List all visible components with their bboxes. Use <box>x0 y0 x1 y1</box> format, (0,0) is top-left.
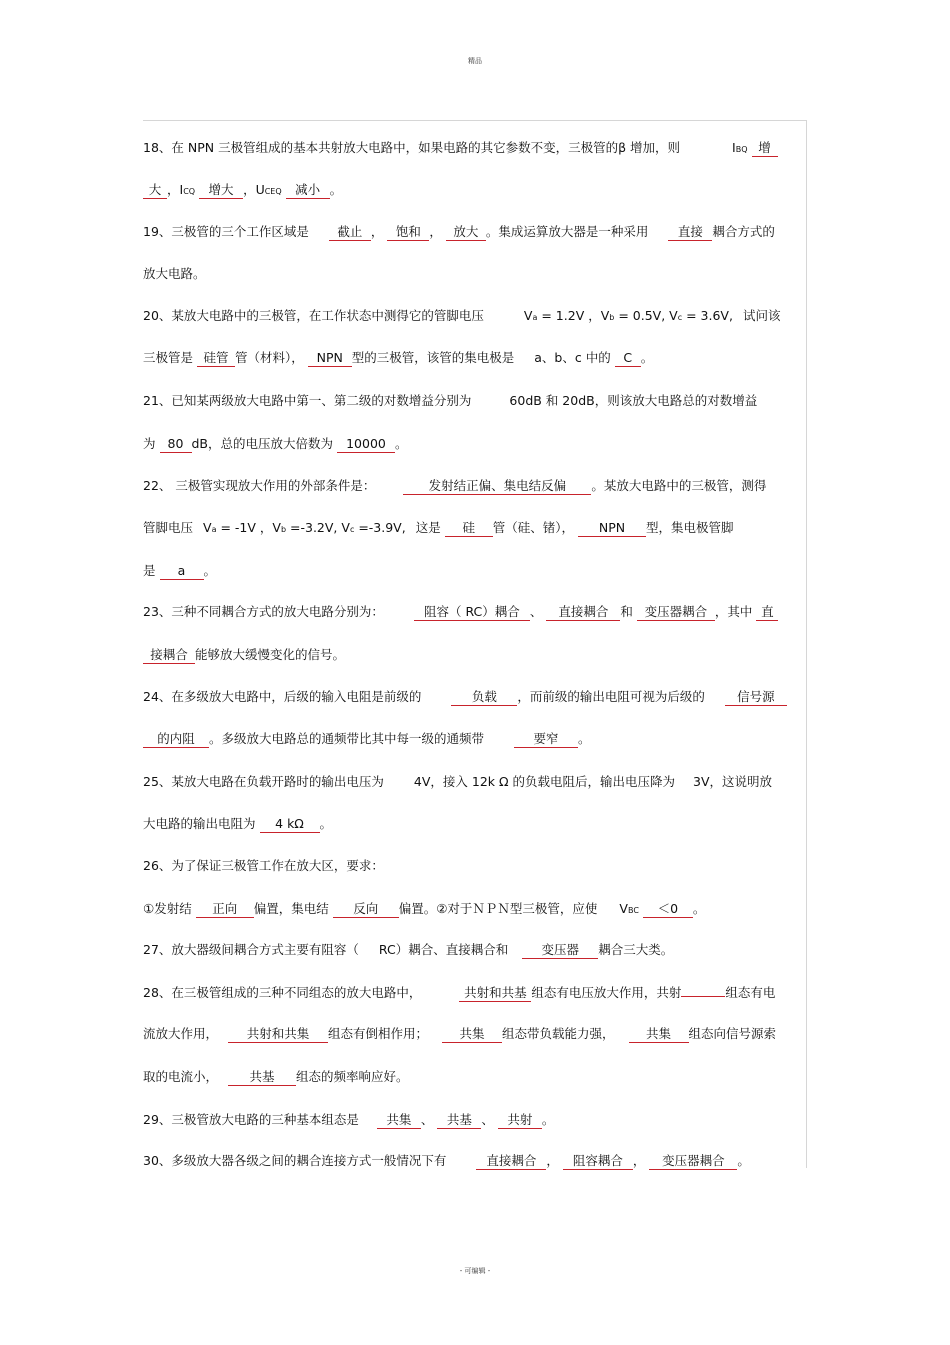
q26-text4: 。 <box>692 901 706 916</box>
q23-answer-4b: 接耦合 <box>143 647 195 664</box>
q20-answer-1: 硅管 <box>197 350 235 367</box>
q22-vc-val: =-3.9V, <box>354 520 406 535</box>
q23-answer-2: 直接耦合 <box>546 604 620 621</box>
q18-text: 18、在 NPN 三极管组成的基本共射放大电路中，如果电路的其它参数不变，三极管的β 增加，则 <box>143 140 681 155</box>
q28-answer-3: 共射和共集 <box>228 1026 328 1043</box>
q22-text8: 。 <box>203 563 217 578</box>
q28-answer-4: 共集 <box>442 1026 502 1043</box>
q20-text2: 试问该 <box>742 308 781 323</box>
page-header: 精品 <box>468 57 482 65</box>
q30-text: 30、多级放大器各级之间的耦合连接方式一般情况下有 <box>143 1153 447 1168</box>
q21-text4: dB，总的电压放大倍数为 <box>191 436 334 451</box>
q30-line1 <box>143 1153 750 1170</box>
q23-text3: ，其中 <box>714 604 753 619</box>
q20-va-val: = 1.2V ， <box>537 308 601 323</box>
q23-answer-4a: 直 <box>756 604 778 621</box>
q20-sub-c: c <box>677 313 683 322</box>
q22-text5: 管（硅、锗）， <box>492 520 574 535</box>
q19-answer-1: 截止 <box>329 224 371 241</box>
q22-line2 <box>143 520 733 538</box>
q18-sub3: CEQ <box>264 187 282 196</box>
q29-answer-3: 共射 <box>498 1112 542 1129</box>
q20-sub-b: b <box>609 313 615 322</box>
q20-text7: 。 <box>640 350 654 365</box>
q21-text: 21、已知某两级放大电路中第一、第二级的对数增益分别为 <box>143 393 472 408</box>
q30-answer-1: 直接耦合 <box>476 1153 546 1170</box>
q22-line1 <box>143 478 766 495</box>
q28-line3 <box>143 1069 409 1086</box>
q28-text6: 组态带负载能力强， <box>502 1026 615 1041</box>
q19-text3: 耦合方式的 <box>712 224 775 239</box>
q22-text6: 型，集电极管脚 <box>645 520 734 535</box>
q23-text4: 能够放大缓慢变化的信号。 <box>195 647 346 662</box>
q22-answer-2: 硅 <box>445 520 493 537</box>
page-footer: - 可编辑 - <box>459 1267 491 1275</box>
q24-text: 24、在多级放大电路中，后级的输入电阻是前级的 <box>143 689 422 704</box>
q29-text: 29、三极管放大电路的三种基本组态是 <box>143 1112 359 1127</box>
q25-text5: 。 <box>319 816 333 831</box>
q24-line2 <box>143 731 591 748</box>
q29-answer-2: 共基 <box>437 1112 481 1129</box>
q24-text3: 。多级放大电路总的通频带比其中每一级的通频带 <box>209 731 485 746</box>
q24-line1 <box>143 689 787 706</box>
q27-text: 27、放大器级间耦合方式主要有阻容（ <box>143 942 359 957</box>
q22-sub-a: a <box>211 525 217 534</box>
q25-answer-1: 4 kΩ <box>260 816 320 833</box>
q25-text4: 大电路的输出电阻为 <box>143 816 256 831</box>
q23-answer-1: 阻容（ RC）耦合 <box>414 604 530 621</box>
q20-text6: a、b、c 中的 <box>534 350 611 365</box>
top-rule <box>143 120 807 121</box>
q21-answer-1: 80 <box>160 436 192 453</box>
q19-answer-4: 直接 <box>668 224 712 241</box>
q26-text2: 偏置，集电结 <box>253 901 329 916</box>
q22-vb-val: =-3.2V, V <box>286 520 350 535</box>
q19-line1 <box>143 224 775 241</box>
q20-va: V <box>523 308 533 323</box>
q27-text3: 耦合三大类。 <box>598 942 674 957</box>
q23-sep1: 、 <box>529 604 543 619</box>
q20-line2 <box>143 350 653 367</box>
q22-sub-b: b <box>280 525 287 534</box>
q26-text: ①发射结 <box>143 901 192 916</box>
q22-answer-4: a <box>160 563 204 580</box>
q28-text4: 流放大作用， <box>143 1026 219 1041</box>
q18-text3: ，U <box>243 182 265 197</box>
q23-line2 <box>143 647 345 664</box>
q26-sub: BC <box>627 906 639 915</box>
q22-answer-1: 发射结正偏、集电结反偏 <box>403 478 591 495</box>
q29-text2: 。 <box>541 1112 555 1127</box>
q20-vb: V <box>600 308 610 323</box>
q26-answer-1: 正向 <box>196 901 254 918</box>
q27-line1 <box>143 942 673 959</box>
q19-line2: 放大电路。 <box>143 266 206 281</box>
q20-vb-val: = 0.5V, V <box>614 308 678 323</box>
q22-answer-3: NPN <box>578 520 646 537</box>
q24-answer-2a: 信号源 <box>725 689 787 706</box>
q18-sub2: CQ <box>183 187 196 196</box>
q27-answer-1: 变压器 <box>522 942 598 959</box>
q22-line3 <box>143 563 216 580</box>
q27-text2: RC）耦合、直接耦合和 <box>378 942 509 957</box>
q23-line1 <box>143 604 778 621</box>
q21-line1 <box>143 393 757 409</box>
q18-var: I <box>732 140 736 155</box>
q25-text: 25、某放大电路在负载开路时的输出电压为 <box>143 774 384 789</box>
q23-text2: 和 <box>620 604 633 619</box>
q18-text4: 。 <box>329 182 343 197</box>
q28-answer-6: 共基 <box>228 1069 296 1086</box>
q18-text2: ，I <box>167 182 184 197</box>
q24-answer-1: 负载 <box>451 689 517 706</box>
q18-line2 <box>143 182 342 200</box>
q19-text: 19、三极管的三个工作区域是 <box>143 224 309 239</box>
q21-answer-2: 10000 <box>337 436 395 453</box>
q26-answer-3: ＜0 <box>643 901 693 918</box>
q26-text3: 偏置。②对于ＮＰＮ型三极管，应使 <box>398 901 598 916</box>
q28-answer-1: 共射和共基 <box>459 985 531 1002</box>
q22-va: V <box>203 520 212 535</box>
q29-sep2: 、 <box>481 1112 494 1127</box>
q18-sub: BQ <box>735 145 748 154</box>
q28-text8: 取的电流小， <box>143 1069 219 1084</box>
q20-text5: 型的三极管，该管的集电极是 <box>351 350 515 365</box>
q18-answer-1a: 增 <box>752 140 778 157</box>
q30-sep2: ， <box>632 1153 646 1168</box>
q25-text2: 4V，接入 12k Ω 的负载电阻后，输出电压降为 <box>413 774 676 789</box>
q18-answer-1b: 大 <box>143 182 167 199</box>
q18-answer-3: 减小 <box>286 182 330 199</box>
q22-sub-c: c <box>349 525 355 534</box>
q20-line1 <box>143 308 780 326</box>
q22-text4: 这是 <box>415 520 441 535</box>
q22-text3: 管脚电压 <box>143 520 194 535</box>
q28-text3: 组态有电 <box>725 985 776 1000</box>
q24-answer-3: 要窄 <box>514 731 578 748</box>
q26-vbc: V <box>619 901 628 916</box>
q20-answer-3: C <box>615 350 641 367</box>
q19-answer-2: 饱和 <box>387 224 429 241</box>
q28-answer-5: 共集 <box>629 1026 689 1043</box>
q23-text: 23、三种不同耦合方式的放大电路分别为： <box>143 604 384 619</box>
q25-line1 <box>143 774 772 790</box>
q24-text2: ，而前级的输出电阻可视为后级的 <box>517 689 705 704</box>
q25-line2 <box>143 816 332 833</box>
q28-blank-2 <box>681 996 725 997</box>
q24-text4: 。 <box>578 731 591 746</box>
q18-line1 <box>143 140 778 158</box>
q30-answer-2: 阻容耦合 <box>563 1153 633 1170</box>
q20-text: 20、某放大电路中的三极管，在工作状态中测得它的管脚电压 <box>143 308 484 323</box>
q29-sep1: 、 <box>420 1112 434 1127</box>
q20-answer-2: NPN <box>308 350 352 367</box>
q30-text2: 。 <box>737 1153 750 1168</box>
q28-line2 <box>143 1026 776 1043</box>
q20-text4: 管（材料）， <box>235 350 304 365</box>
q30-sep1: ， <box>546 1153 559 1168</box>
q19-text2: 。集成运算放大器是一种采用 <box>485 224 649 239</box>
q28-text9: 组态的频率响应好。 <box>296 1069 409 1084</box>
q26-line1: 26、为了保证三极管工作在放大区，要求： <box>143 858 384 873</box>
q28-text: 28、在三极管组成的三种不同组态的放大电路中， <box>143 985 422 1000</box>
q28-text5: 组态有倒相作用； <box>328 1026 429 1041</box>
q29-answer-1: 共集 <box>377 1112 421 1129</box>
q21-text3: 为 <box>143 436 156 451</box>
q22-va-val: = -1V ， <box>216 520 273 535</box>
q25-text3: 3V，这说明放 <box>693 774 773 789</box>
q20-text3: 三极管是 <box>143 350 194 365</box>
q20-sub-a: a <box>532 313 538 322</box>
q28-text7: 组态向信号源索 <box>688 1026 777 1041</box>
q21-text5: 。 <box>395 436 408 451</box>
q28-text2: 组态有电压放大作用，共射 <box>531 985 682 1000</box>
q24-answer-2b: 的内阻 <box>143 731 209 748</box>
q22-text: 22、 三极管实现放大作用的外部条件是： <box>143 478 376 493</box>
q26-answer-2: 反向 <box>333 901 399 918</box>
q22-text7: 是 <box>143 563 156 578</box>
q21-line2 <box>143 436 408 453</box>
q20-vc-val: = 3.6V, <box>682 308 733 323</box>
right-rule <box>806 120 807 1168</box>
q23-answer-3: 变压器耦合 <box>637 604 715 621</box>
q29-line1 <box>143 1112 554 1129</box>
q18-answer-2: 增大 <box>199 182 243 199</box>
q19-sep1: ， <box>370 224 384 239</box>
q21-text2: 60dB 和 20dB，则该放大电路总的对数增益 <box>509 393 758 408</box>
q22-text2: 。某放大电路中的三极管，测得 <box>591 478 767 493</box>
q28-line1 <box>143 985 775 1002</box>
q30-answer-3: 变压器耦合 <box>649 1153 737 1170</box>
q19-answer-3: 放大 <box>446 224 486 241</box>
q22-vb: V <box>272 520 281 535</box>
q19-sep2: ， <box>429 224 442 239</box>
q26-line2 <box>143 901 705 919</box>
